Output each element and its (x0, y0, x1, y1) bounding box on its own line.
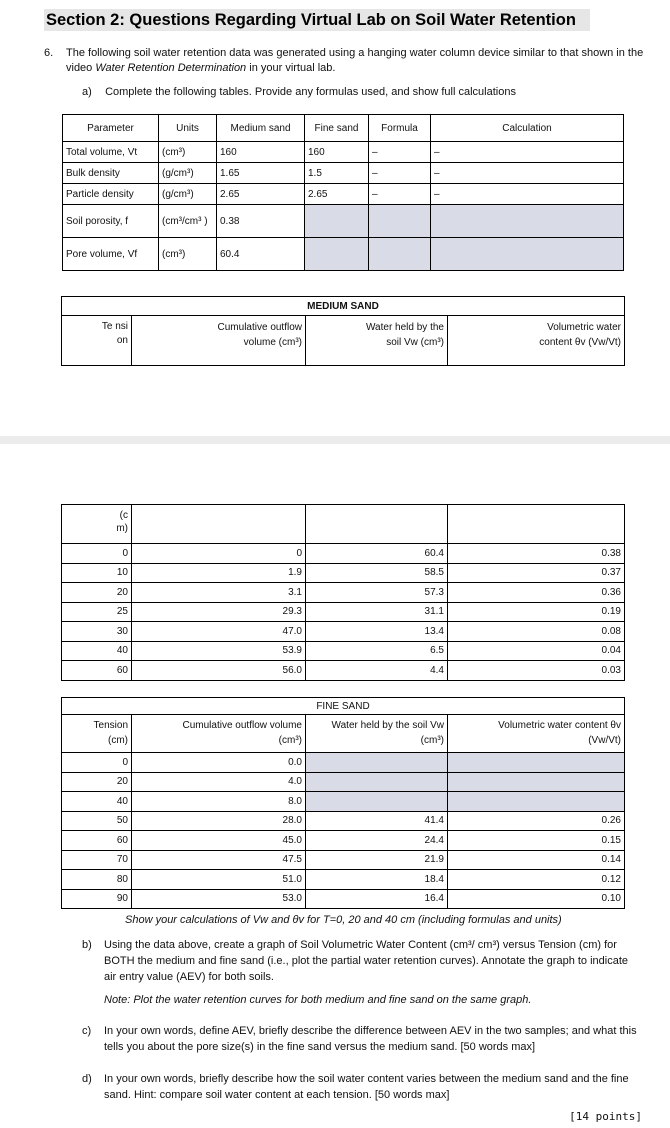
header-vwc-text: Volumetric water content θv (Vw/Vt) (498, 720, 621, 746)
fine-cell-blank[interactable] (305, 205, 369, 238)
units-cell: (g/cm³) (159, 184, 217, 205)
points-total: [14 points] (569, 1110, 642, 1123)
tension-cell: 40 (62, 641, 132, 661)
header-medium-sand: Medium sand (217, 115, 305, 142)
header-water-held-text: Water held by the soil Vw (cm³) (331, 720, 444, 746)
outflow-cell: 8.0 (132, 792, 306, 812)
outflow-cell: 56.0 (132, 661, 306, 681)
units-cell: (g/cm³) (159, 163, 217, 184)
tension-cell: 50 (62, 811, 132, 831)
formula-cell: – (369, 184, 431, 205)
header-tension (62, 316, 132, 366)
water-held-cell: 58.5 (306, 563, 448, 583)
vwc-cell[interactable] (448, 792, 625, 812)
header-formula: Formula (369, 115, 431, 142)
outflow-cell: 0.0 (132, 753, 306, 773)
outflow-cell: 51.0 (132, 870, 306, 890)
header-units: Units (159, 115, 217, 142)
outflow-cell: 3.1 (132, 583, 306, 603)
tension-cell: 20 (62, 583, 132, 603)
param-cell: Bulk density (63, 163, 159, 184)
question-text (66, 46, 646, 76)
water-held-cell: 4.4 (306, 661, 448, 681)
medium-cell: 2.65 (217, 184, 305, 205)
table-row (62, 772, 625, 792)
table-row (62, 602, 625, 622)
water-held-cell: 60.4 (306, 544, 448, 564)
medium-sand-data-table (61, 504, 625, 681)
vwc-cell: 0.38 (448, 544, 625, 564)
vwc-cell[interactable] (448, 772, 625, 792)
medium-cell: 1.65 (217, 163, 305, 184)
tension-cell: 70 (62, 850, 132, 870)
fine-cell: 160 (305, 142, 369, 163)
header-empty (448, 505, 625, 544)
header-water-held (306, 316, 448, 366)
header-empty (306, 505, 448, 544)
water-held-cell[interactable] (306, 772, 448, 792)
header-vwc-text: Volumetric water content θv (Vw/Vt) (539, 322, 621, 348)
page-break-band (0, 436, 670, 444)
part-c-label: c) (82, 1025, 92, 1037)
water-held-cell: 57.3 (306, 583, 448, 603)
outflow-cell: 4.0 (132, 772, 306, 792)
fine-cell: 1.5 (305, 163, 369, 184)
water-held-cell: 41.4 (306, 811, 448, 831)
vwc-cell: 0.10 (448, 889, 625, 909)
table-row (62, 792, 625, 812)
part-d-text: In your own words, briefly describe how the soil water content varies between the medium sand and the fine sand. Hint: compare soil water content at each tension. [50 words max] (104, 1073, 629, 1101)
tension-cell: 25 (62, 602, 132, 622)
tension-cell: 0 (62, 753, 132, 773)
question-number: 6. (44, 47, 54, 59)
part-b-text: Using the data above, create a graph of Soil Volumetric Water Content (cm³/ cm³) versus Tension (cm) for BOTH the medium and fine sand (i.e., plot the partial water retention curves). Annotate the graph to indicate air entry value (AEV) for both soils. (104, 939, 629, 983)
header-outflow-text: Cumulative outflow volume (cm³) (182, 720, 302, 746)
table-row (62, 641, 625, 661)
header-outflow-text: Cumulative outflow volume (cm³) (217, 322, 302, 348)
tension-cell: 0 (62, 544, 132, 564)
param-cell: Particle density (63, 184, 159, 205)
vwc-cell: 0.03 (448, 661, 625, 681)
calc-cell-blank[interactable] (431, 238, 624, 271)
vwc-cell[interactable] (448, 753, 625, 773)
outflow-cell: 29.3 (132, 602, 306, 622)
tension-cell: 90 (62, 889, 132, 909)
water-held-cell[interactable] (306, 753, 448, 773)
param-cell: Pore volume, Vf (63, 238, 159, 271)
formula-cell-blank[interactable] (369, 238, 431, 271)
header-tension-text: Te nsi on (101, 321, 128, 346)
medium-sand-title: MEDIUM SAND (62, 297, 625, 316)
vwc-cell: 0.08 (448, 622, 625, 642)
header-calculation: Calculation (431, 115, 624, 142)
video-title: Water Retention Determination (95, 62, 247, 74)
table-row (63, 238, 624, 271)
header-parameter: Parameter (63, 115, 159, 142)
question-text-part: The following soil water retention data was generated using a hanging water column device similar to that shown in the video (66, 47, 644, 74)
header-water-held-text: Water held by the soil Vw (cm³) (365, 322, 444, 348)
header-outflow (132, 715, 306, 753)
table-row (62, 831, 625, 851)
formula-cell: – (369, 142, 431, 163)
question-text-end: in your virtual lab. (246, 62, 336, 74)
table-row (62, 583, 625, 603)
units-cell: (cm³/cm³ ) (159, 205, 217, 238)
tension-cell: 10 (62, 563, 132, 583)
tension-cell: 80 (62, 870, 132, 890)
table-row (63, 142, 624, 163)
param-cell: Soil porosity, f (63, 205, 159, 238)
tension-cell: 60 (62, 661, 132, 681)
table-header-row (63, 115, 624, 142)
header-tension-cont-text: (c m) (116, 510, 128, 534)
fine-cell-blank[interactable] (305, 238, 369, 271)
table-row (62, 753, 625, 773)
calc-cell: – (431, 142, 624, 163)
outflow-cell: 0 (132, 544, 306, 564)
table-row (62, 544, 625, 564)
calc-cell: – (431, 163, 624, 184)
water-held-cell: 16.4 (306, 889, 448, 909)
header-outflow (132, 316, 306, 366)
water-held-cell: 24.4 (306, 831, 448, 851)
water-held-cell[interactable] (306, 792, 448, 812)
table-row (62, 889, 625, 909)
outflow-cell: 53.0 (132, 889, 306, 909)
table-row (62, 811, 625, 831)
vwc-cell: 0.37 (448, 563, 625, 583)
part-d-label: d) (82, 1073, 92, 1085)
header-tension (62, 715, 132, 753)
header-water-held (306, 715, 448, 753)
table-row (62, 870, 625, 890)
fine-sand-table (61, 697, 625, 909)
medium-cell: 60.4 (217, 238, 305, 271)
calc-cell: – (431, 184, 624, 205)
formula-cell: – (369, 163, 431, 184)
table-row (63, 163, 624, 184)
table-row (62, 850, 625, 870)
header-vwc (448, 316, 625, 366)
part-b (82, 937, 662, 997)
water-held-cell: 31.1 (306, 602, 448, 622)
header-fine-sand: Fine sand (305, 115, 369, 142)
show-calculations-note: Show your calculations of Vw and θv for T=0, 20 and 40 cm (including formulas and units) (125, 914, 562, 926)
water-held-cell: 6.5 (306, 641, 448, 661)
water-held-cell: 21.9 (306, 850, 448, 870)
medium-cell: 0.38 (217, 205, 305, 238)
water-held-cell: 13.4 (306, 622, 448, 642)
tension-cell: 20 (62, 772, 132, 792)
outflow-cell: 53.9 (132, 641, 306, 661)
fine-cell: 2.65 (305, 184, 369, 205)
header-vwc (448, 715, 625, 753)
part-c (82, 1023, 662, 1063)
tension-cell: 60 (62, 831, 132, 851)
units-cell: (cm³) (159, 238, 217, 271)
part-c-text: In your own words, define AEV, briefly describe the difference between AEV in the two samples; and what this tells you about the pore size(s) in the fine sand versus the medium sand. [50 words max] (104, 1025, 637, 1053)
vwc-cell: 0.14 (448, 850, 625, 870)
part-a (82, 86, 516, 98)
table-row (62, 563, 625, 583)
outflow-cell: 45.0 (132, 831, 306, 851)
vwc-cell: 0.04 (448, 641, 625, 661)
part-d (82, 1071, 662, 1111)
units-cell: (cm³) (159, 142, 217, 163)
part-a-label: a) (82, 86, 92, 98)
header-tension-text: Tension (cm) (93, 720, 128, 746)
vwc-cell: 0.12 (448, 870, 625, 890)
table-row (63, 205, 624, 238)
medium-sand-header-table (61, 296, 625, 366)
section-title: Section 2: Questions Regarding Virtual Lab on Soil Water Retention (44, 9, 590, 31)
part-a-text: Complete the following tables. Provide any formulas used, and show full calculations (105, 86, 516, 98)
table-row (63, 184, 624, 205)
water-held-cell: 18.4 (306, 870, 448, 890)
table-row (62, 661, 625, 681)
table-row (62, 622, 625, 642)
header-empty (132, 505, 306, 544)
tension-cell: 40 (62, 792, 132, 812)
part-b-label: b) (82, 939, 92, 951)
outflow-cell: 47.0 (132, 622, 306, 642)
outflow-cell: 1.9 (132, 563, 306, 583)
vwc-cell: 0.36 (448, 583, 625, 603)
fine-sand-title: FINE SAND (62, 698, 625, 715)
param-cell: Total volume, Vt (63, 142, 159, 163)
vwc-cell: 0.26 (448, 811, 625, 831)
medium-cell: 160 (217, 142, 305, 163)
vwc-cell: 0.19 (448, 602, 625, 622)
parameters-table (62, 114, 624, 271)
formula-cell-blank[interactable] (369, 205, 431, 238)
outflow-cell: 28.0 (132, 811, 306, 831)
calc-cell-blank[interactable] (431, 205, 624, 238)
vwc-cell: 0.15 (448, 831, 625, 851)
tension-cell: 30 (62, 622, 132, 642)
header-tension-cont (62, 505, 132, 544)
part-b-note: Note: Plot the water retention curves for both medium and fine sand on the same graph. (104, 994, 532, 1006)
outflow-cell: 47.5 (132, 850, 306, 870)
